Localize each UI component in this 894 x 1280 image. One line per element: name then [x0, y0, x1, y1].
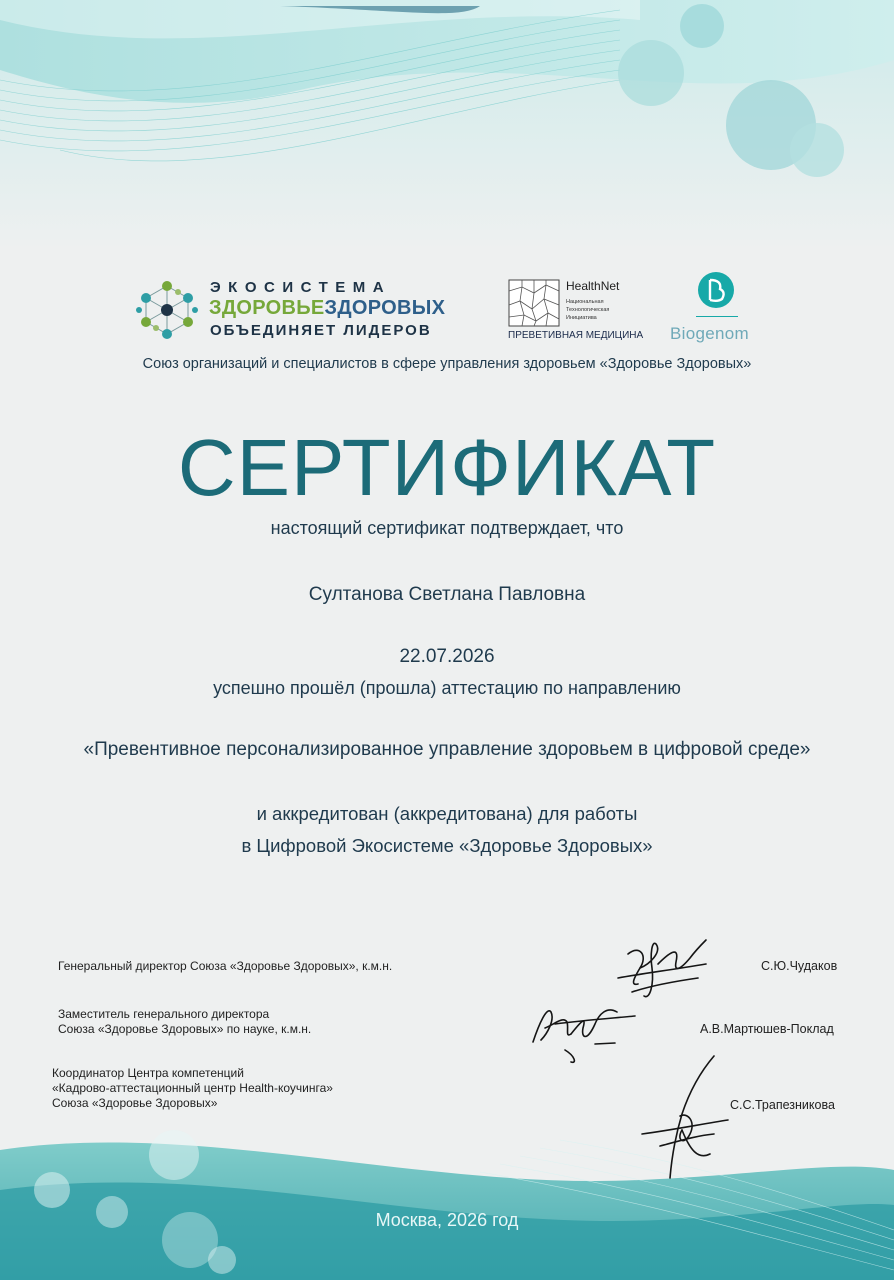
eco-line-2-part-b: ЗДОРОВЫХ — [324, 297, 446, 319]
biogenom-b-icon — [696, 270, 736, 310]
healthnet-logo — [508, 277, 648, 343]
eco-line-3: ОБЪЕДИНЯЕТ ЛИДЕРОВ — [210, 322, 432, 339]
accredited-line-1: и аккредитован (аккредитована) для работы — [256, 803, 638, 824]
top-wave-decoration — [0, 0, 894, 250]
biogenom-text: Biogenom — [670, 324, 749, 343]
union-line: Союз организаций и специалистов в сфере управления здоровьем «Здоровье Здоровых» — [142, 356, 752, 372]
certificate-title: СЕРТИФИКАТ — [177, 423, 717, 512]
signatory-2-title-line: Союза «Здоровье Здоровых» по науке, к.м.н. — [58, 1022, 312, 1036]
certificate-subtitle: настоящий сертификат подтверждает, что — [270, 518, 624, 538]
attestation-line: успешно прошёл (прошла) аттестацию по направлению — [213, 678, 681, 698]
signature-3-image — [632, 1050, 732, 1190]
eco-line-2 — [209, 297, 445, 320]
signatory-1-title — [58, 959, 392, 974]
biogenom-underline — [696, 316, 738, 317]
signatory-1-title-line: Генеральный директор Союза «Здоровье Здоровых», к.м.н. — [58, 959, 393, 973]
footer-city-year: Москва, 2026 год — [375, 1210, 519, 1230]
healthnet-sub-3: Инициатива — [566, 315, 597, 321]
accredited-line-2: в Цифровой Экосистеме «Здоровье Здоровых» — [241, 835, 653, 856]
eco-line-1: ЭКОСИСТЕМА — [210, 279, 392, 296]
healthnet-title: HealthNet — [566, 279, 620, 293]
direction-title: «Превентивное персонализированное управление здоровьем в цифровой среде» — [83, 739, 811, 760]
signatory-3-title-line: Координатор Центра компетенций — [52, 1066, 244, 1080]
signatory-1-name: С.Ю.Чудаков — [761, 959, 838, 973]
signatory-3-title-line: Союза «Здоровье Здоровых» — [52, 1096, 218, 1110]
certificate-date: 22.07.2026 — [399, 646, 495, 667]
signatory-3-title-line: «Кадрово-аттестационный центр Health-коучинга» — [52, 1081, 333, 1095]
signatory-2-name: А.В.Мартюшев-Поклад — [700, 1022, 834, 1036]
signatory-2-title-line: Заместитель генерального директора — [58, 1007, 270, 1021]
healthnet-bottom: ПРЕВЕТИВНАЯ МЕДИЦИНА — [508, 330, 644, 341]
biogenom-logo — [666, 270, 766, 350]
healthnet-mesh-icon — [508, 279, 560, 327]
signatory-3-title — [52, 1066, 333, 1111]
signatory-2-title — [58, 1007, 311, 1037]
signature-2-image — [525, 994, 645, 1066]
person-name: Султанова Светлана Павловна — [308, 584, 586, 605]
ecosystem-logo — [134, 278, 474, 342]
healthnet-sub-2: Технологическая — [566, 307, 610, 313]
signatory-3-name: С.С.Трапезникова — [730, 1098, 835, 1112]
healthnet-sub-1: Национальная — [566, 299, 604, 305]
bottom-wave-decoration — [0, 1120, 894, 1280]
molecule-icon — [134, 278, 200, 342]
eco-line-2-part-a: ЗДОРОВЬЕ — [209, 297, 325, 319]
